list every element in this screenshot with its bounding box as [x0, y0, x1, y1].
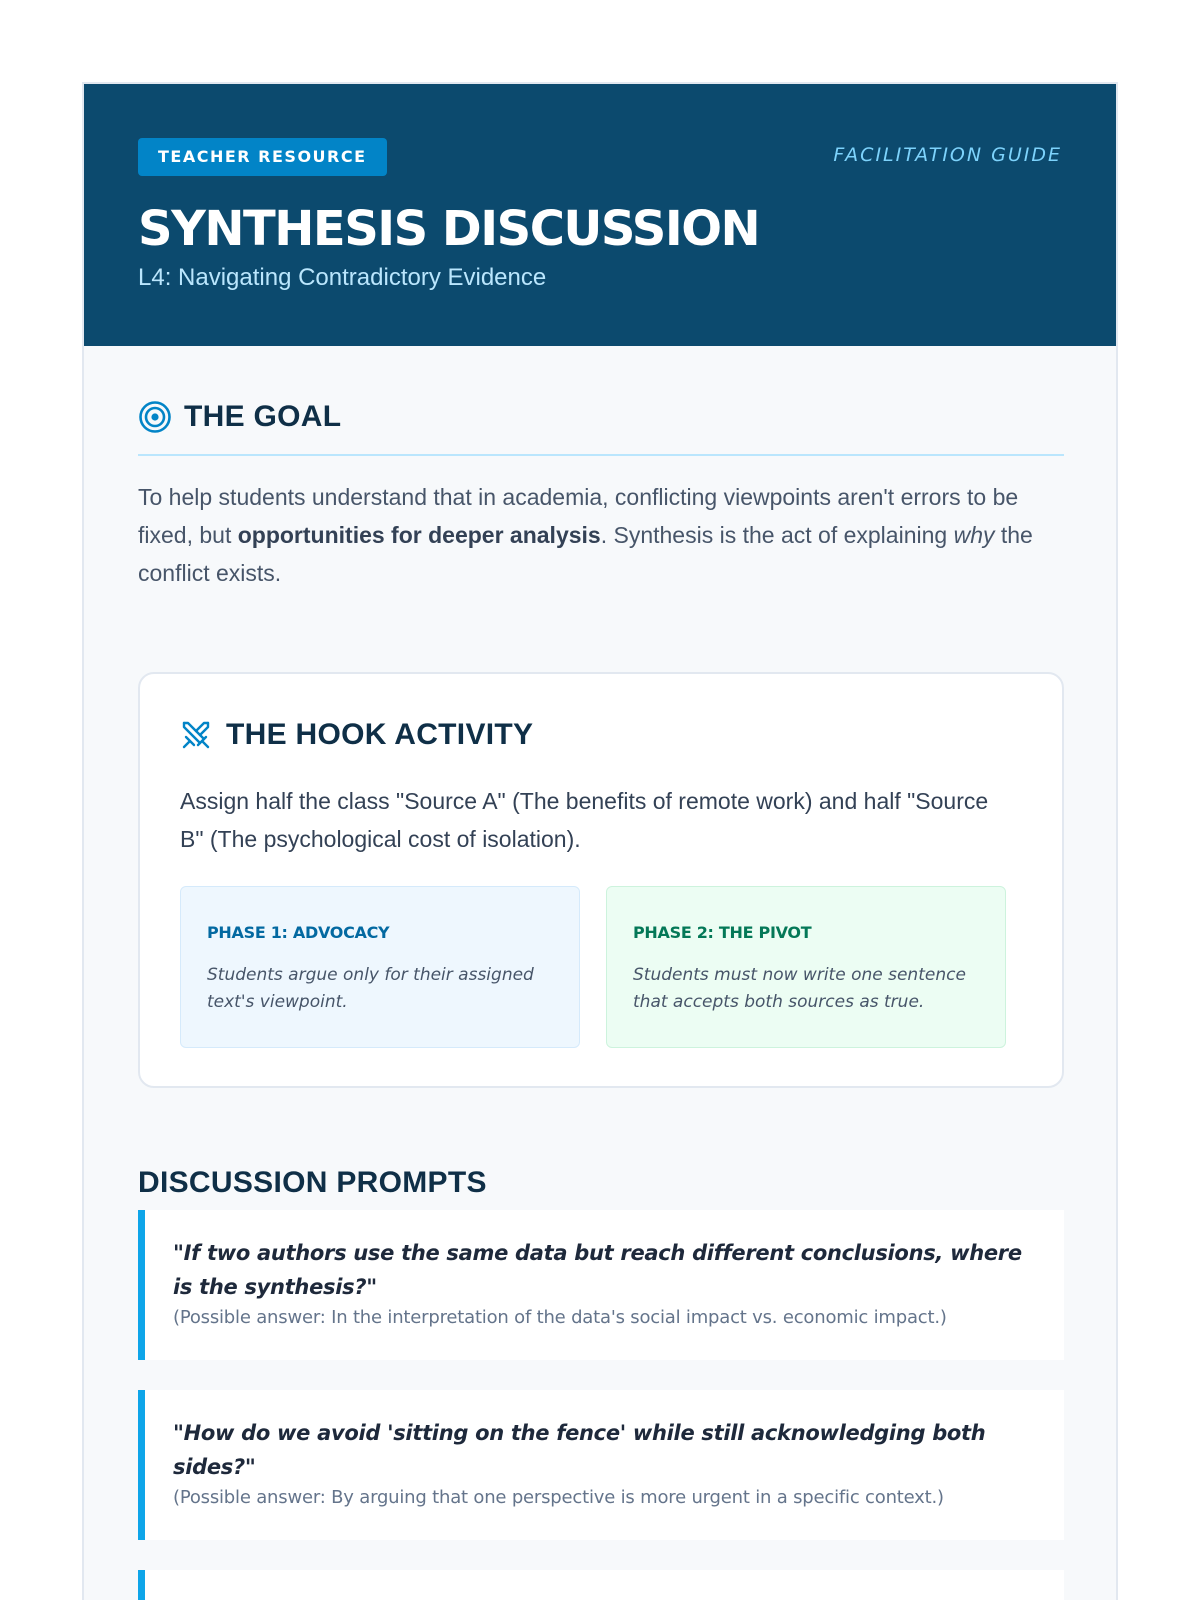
prompt-card: [138, 1210, 1064, 1360]
phase-title: PHASE 1: ADVOCACY: [207, 923, 390, 942]
goal-text-middle: . Synthesis is the act of explaining: [600, 522, 954, 548]
goal-description: [138, 478, 1068, 592]
hook-description: Assign half the class "Source A" (The benefits of remote work) and half "Source B" (The psychological cost of isolation).: [180, 788, 989, 852]
goal-section-heading: [138, 400, 1064, 456]
prompt-possible-answer: (Possible answer: In the interpretation of the data's social impact vs. economic impact.): [173, 1307, 947, 1328]
goal-text-end: the conflict exists.: [138, 522, 1033, 586]
prompt-possible-answer: (Possible answer: By arguing that one perspective is more urgent in a specific context.): [173, 1487, 944, 1508]
hook-heading: THE HOOK ACTIVITY: [226, 718, 534, 751]
target-icon: [138, 400, 172, 434]
discussion-prompts-heading: DISCUSSION PROMPTS: [138, 1166, 487, 1199]
prompt-card: [138, 1390, 1064, 1540]
page-subtitle: L4: Navigating Contradictory Evidence: [138, 264, 547, 291]
prompt-card-partial: [138, 1570, 1064, 1600]
goal-text-start: To help students understand that in academia, conflicting viewpoints aren't errors to be fixed, but: [138, 484, 1019, 548]
crossed-swords-icon: [180, 719, 212, 751]
phase-title: PHASE 2: THE PIVOT: [633, 923, 812, 942]
goal-text-emphasis: opportunities for deeper analysis: [237, 522, 601, 548]
phase-card-advocacy: [180, 886, 580, 1048]
facilitation-guide-card: [82, 82, 1118, 1600]
phase-description: Students must now write one sentence that accepts both sources as true.: [633, 965, 966, 1012]
teacher-resource-badge: TEACHER RESOURCE: [138, 138, 387, 176]
goal-heading: THE GOAL: [184, 400, 342, 433]
hook-heading-row: [180, 718, 533, 752]
goal-text-italic: why: [953, 522, 995, 548]
header: [84, 84, 1116, 346]
phase-description: Students argue only for their assigned text's viewpoint.: [207, 965, 534, 1012]
prompt-question: "How do we avoid 'sitting on the fence' while still acknowledging both sides?": [173, 1421, 986, 1479]
page-title: SYNTHESIS DISCUSSION: [138, 201, 760, 257]
prompt-question: "If two authors use the same data but reach different conclusions, where is the synthesis?": [173, 1241, 1022, 1299]
hook-activity-card: [138, 672, 1064, 1088]
phase-card-pivot: [606, 886, 1006, 1048]
guide-type-label: FACILITATION GUIDE: [833, 144, 1062, 166]
